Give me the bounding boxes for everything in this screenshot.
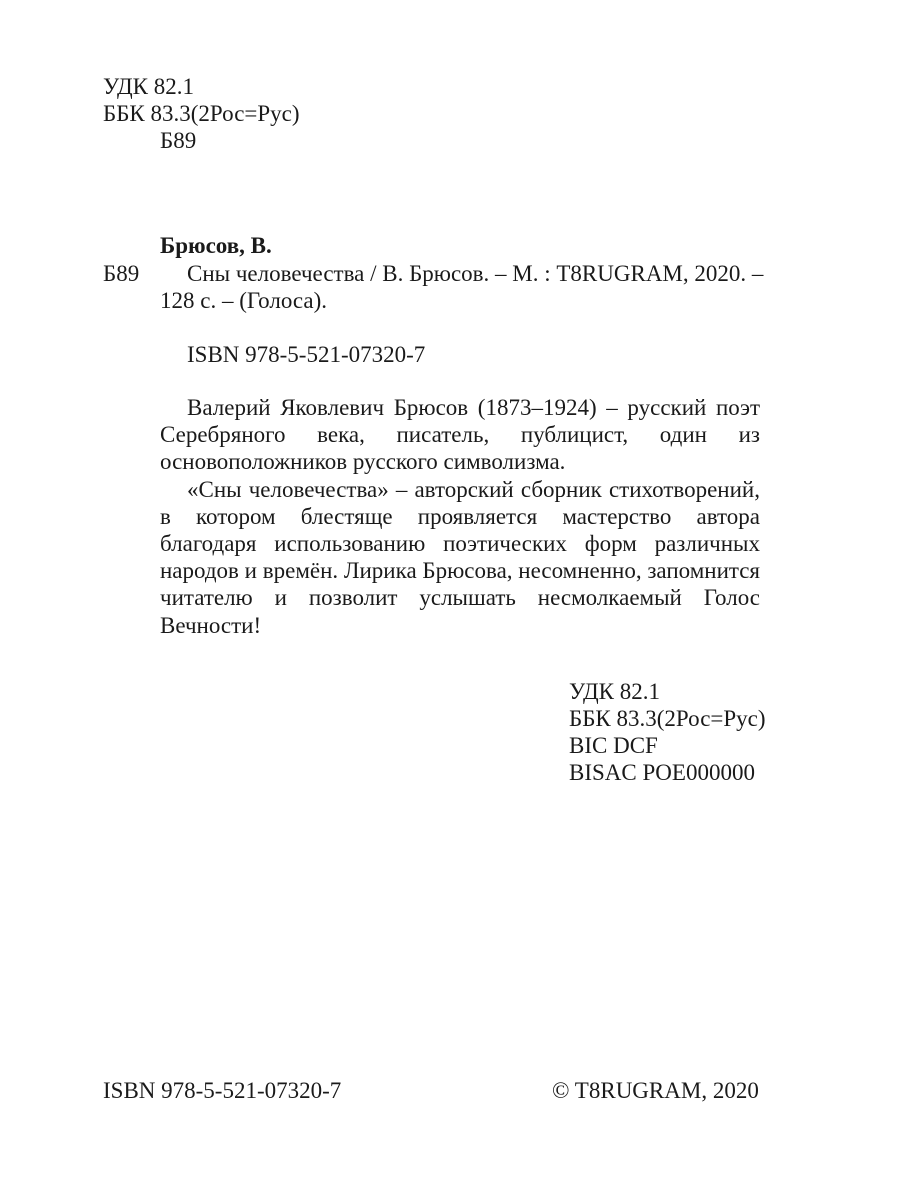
entry-description-line-1: Сны человечества / В. Брюсов. – М. : T8RUGRAM, 2020. – [187,261,764,286]
entry-author: Брюсов, В. [160,233,272,258]
entry-isbn: ISBN 978-5-521-07320-7 [187,342,426,367]
entry-description-line-2: 128 с. – (Голоса). [160,288,327,313]
entry-side-code: Б89 [103,261,140,286]
classification-udk: УДК 82.1 [569,679,660,704]
classification-block [569,678,766,786]
classification-bic: BIC DCF [569,733,658,758]
header-author-code: Б89 [160,128,197,153]
header-bbk: ББК 83.3(2Рос=Рус) [103,101,300,126]
footer-isbn: ISBN 978-5-521-07320-7 [103,1078,342,1103]
classification-bisac: BISAC POE000000 [569,760,755,785]
footer-copyright: © T8RUGRAM, 2020 [552,1078,759,1103]
annotation-paragraph-1: Валерий Яковлевич Брюсов (1873–1924) – русский поэт Серебряного века, писатель, публицист, один из основоположников русского символизма. [160,395,760,475]
annotation-paragraph-2: «Сны человечества» – авторский сборник стихотворений, в котором блестяще проявляется мастерство автора благодаря использованию поэтических форм различных народов и времён. Лирика Брюсова, несомненно, запомнится читателю и позволит услышать несмолкаемый Голос Вечности! [160,476,760,638]
classification-bbk: ББК 83.3(2Рос=Рус) [569,706,766,731]
annotation [160,394,760,639]
header-udk: УДК 82.1 [103,74,194,99]
